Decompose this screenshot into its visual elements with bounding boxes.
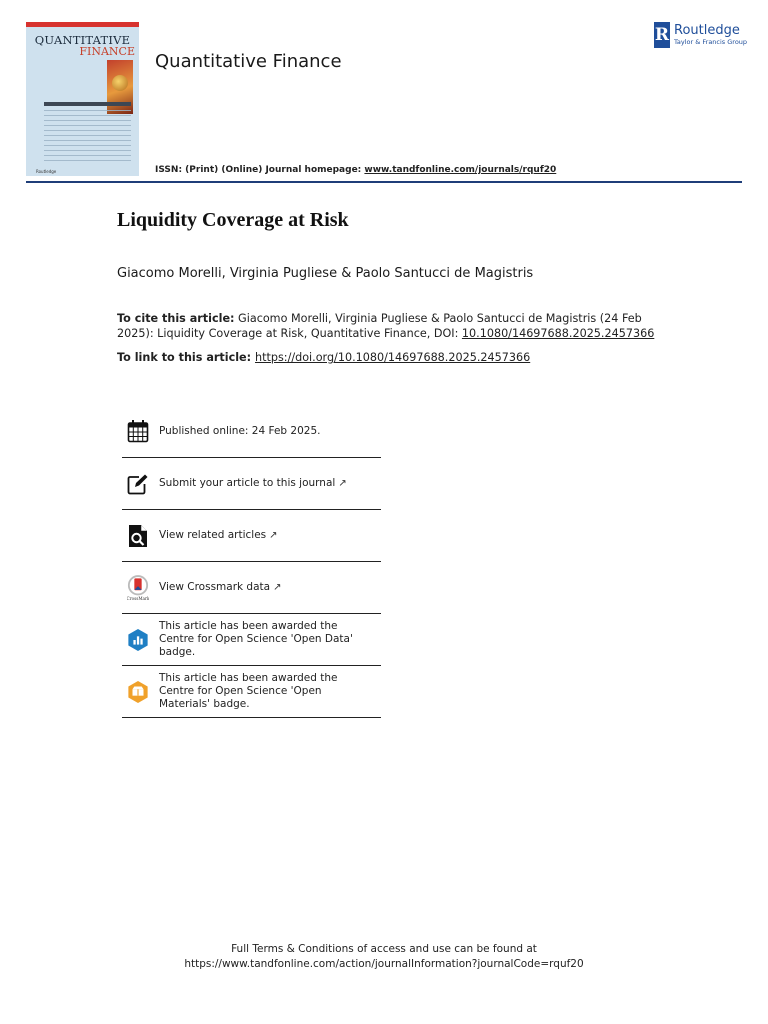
- journal-title[interactable]: Quantitative Finance: [155, 51, 342, 72]
- footer-terms: [0, 942, 768, 971]
- open-data-badge-icon: [127, 628, 149, 652]
- cite-label: To cite this article:: [117, 312, 235, 325]
- footer-terms-link[interactable]: https://www.tandfonline.com/action/journalInformation?journalCode=rquf20: [184, 957, 584, 970]
- open-materials-badge-row: [122, 666, 381, 718]
- article-link-line: [117, 351, 530, 364]
- publisher-logo[interactable]: [654, 22, 747, 48]
- article-doi-url[interactable]: https://doi.org/10.1080/14697688.2025.2457366: [255, 351, 531, 364]
- link-label: To link to this article:: [117, 351, 255, 364]
- publisher-group: Taylor & Francis Group: [674, 38, 748, 47]
- related-articles-text: View related articles: [159, 529, 267, 541]
- submit-article-row[interactable]: [122, 458, 381, 510]
- footer-line1: Full Terms & Conditions of access and use can be found at: [231, 943, 537, 955]
- cover-title-line2: FINANCE: [79, 45, 135, 58]
- cover-contents-lines: [44, 110, 131, 162]
- crossmark-logo-text: CrossMark: [127, 595, 149, 601]
- publisher-name: Routledge: [674, 23, 740, 39]
- open-materials-badge-icon: [127, 680, 149, 704]
- crossmark-text: View Crossmark data: [159, 581, 271, 593]
- open-data-text: This article has been awarded the Centre for Open Science 'Open Data' badge.: [159, 620, 353, 658]
- external-link-icon: ↗: [269, 530, 278, 541]
- article-title: Liquidity Coverage at Risk: [117, 209, 349, 231]
- cite-text: Giacomo Morelli, Virginia Pugliese & Paolo Santucci de Magistris (24 Feb 2025): Liquidity Coverage at Risk, Quantitative Finance, DOI:: [117, 312, 642, 340]
- cover-tab: [107, 22, 125, 27]
- crossmark-icon: [127, 576, 149, 600]
- issn-line: [155, 165, 556, 175]
- cover-contents-bar: [44, 102, 131, 106]
- cite-doi-link[interactable]: 10.1080/14697688.2025.2457366: [461, 326, 655, 340]
- calendar-icon: [127, 419, 149, 443]
- journal-cover-thumbnail[interactable]: [26, 22, 139, 176]
- open-data-badge-row: [122, 614, 381, 666]
- related-articles-row[interactable]: [122, 510, 381, 562]
- header-rule: [26, 181, 742, 183]
- issn-prefix: ISSN: (Print) (Online) Journal homepage:: [155, 165, 365, 175]
- journal-homepage-link[interactable]: www.tandfonline.com/journals/rquf20: [364, 165, 557, 175]
- article-actions-list: [122, 405, 381, 718]
- citation: [117, 312, 657, 341]
- document-search-icon: [127, 524, 149, 548]
- open-materials-text: This article has been awarded the Centre for Open Science 'Open Materials' badge.: [159, 672, 338, 710]
- submit-article-text: Submit your article to this journal: [159, 477, 336, 489]
- cover-coin-icon: [112, 75, 128, 91]
- published-online-text: Published online: 24 Feb 2025.: [159, 424, 321, 437]
- edit-icon: [127, 472, 149, 496]
- cover-title-line1: QUANTITATIVE: [34, 33, 131, 47]
- crossmark-row[interactable]: [122, 562, 381, 614]
- external-link-icon: ↗: [338, 478, 347, 489]
- published-online-row: [122, 405, 381, 458]
- external-link-icon: ↗: [273, 582, 282, 593]
- article-authors: Giacomo Morelli, Virginia Pugliese & Paolo Santucci de Magistris: [117, 266, 534, 281]
- routledge-r-icon: R: [654, 22, 670, 48]
- cover-publisher: Routledge: [36, 169, 57, 174]
